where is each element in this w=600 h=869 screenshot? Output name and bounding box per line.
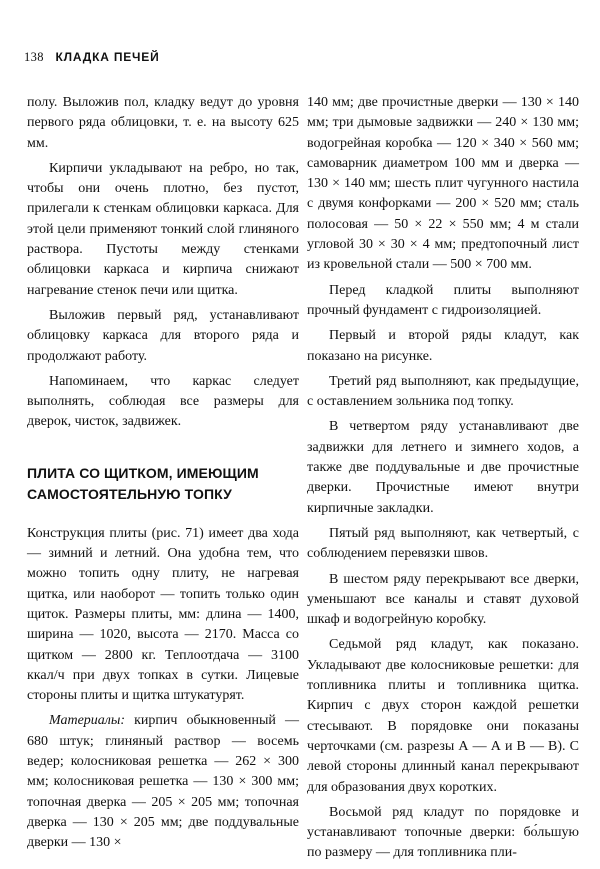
paragraph-row-5: Пятый ряд выполняют, как четвертый, с соблюдением перевязки швов. [307, 525, 579, 562]
paragraph-materials-continued: 140 мм; две прочистные дверки — 130 × 140 мм; три дымовые задвижки — 240 × 130 мм; водогрейная коробка — 120 × 340 × 560 мм; самоварник диаметром 100 мм и дверка — 130 × 140 мм; шесть плит чугунного настила с двумя конфорками — 200 × 520 мм; сталь полосовая — 50 × 22 × 550 мм; 4 м стали угловой 30 × 30 × 4 мм; предтопочный лист из кровельной стали — 500 × 700 мм. [307, 95, 579, 273]
paragraph-construction: Конструкция плиты (рис. 71) имеет два хода — зимний и летний. Она удобна тем, что можно топить одну плиту, не нагревая щитка, или наоборот — топить только один щиток. Размеры плиты, мм: длина — 1400, ширина — 1020, высота — 2170. Масса со щитком — 2800 кг. Теплоотдача — 3100 ккал/ч при двух топках в сутки. Лицевые стороны плиты и щитка штукатурят. [27, 525, 299, 704]
right-column [307, 93, 579, 869]
paragraph-row-4: В четвертом ряду устанавливают две задвижки для летнего и зимнего ходов, а также две поддувальные и две прочистные дверки. Прочистные имеют внутри кирпичные закладки. [307, 419, 579, 516]
left-column [27, 93, 299, 859]
running-title: КЛАДКА ПЕЧЕЙ [55, 50, 160, 64]
paragraph-reminder: Напоминаем, что каркас следует выполнять, соблюдая все размеры для дверок, чисток, задвижек. [27, 373, 299, 430]
materials-text: кирпич обыкновенный — 680 штук; глиняный раствор — восемь ведер; колосниковая решетка — 262 × 300 мм; колосниковая решетка — 130 × 300 мм; топочная дверка — 205 × 205 мм; топочная дверка — 130 × 205 мм; две поддувальные дверки — 130 × [27, 713, 299, 851]
paragraph-row-6: В шестом ряду перекрывают все дверки, уменьшают все каналы и ставят духовой шкаф и водогрейную коробку. [307, 571, 579, 628]
paragraph-first-row: Выложив первый ряд, устанавливают облицовку каркаса для второго ряда и продолжают работу. [27, 307, 299, 364]
paragraph-floor-continuation: полу. Выложив пол, кладку ведут до уровня первого ряда облицовки, т. е. на высоту 625 мм. [27, 95, 299, 151]
paragraph-row-8: Восьмой ряд кладут по порядовке и устанавливают топочные дверки: бо́льшую по размеру — для топливника пли- [307, 804, 579, 861]
paragraph-bricks-on-edge: Кирпичи укладывают на ребро, но так, чтобы они очень плотно, без пустот, прилегали к стенкам облицовки каркаса. Для этой цели применяют тонкий слой глиняного раствора. Пустоты между стенками облицовки каркаса и кирпича снижают нагревание стенок печи или щитка. [27, 160, 299, 298]
running-header [24, 50, 160, 65]
materials-label: Материалы: [49, 713, 126, 729]
paragraph-rows-1-2: Первый и второй ряды кладут, как показано на рисунке. [307, 328, 579, 364]
section-heading [27, 463, 299, 505]
section-heading-line-2: САМОСТОЯТЕЛЬНУЮ ТОПКУ [27, 485, 232, 502]
section-heading-line-1: ПЛИТА СО ЩИТКОМ, ИМЕЮЩИМ [27, 464, 259, 481]
paragraph-foundation: Перед кладкой плиты выполняют прочный фундамент с гидроизоляцией. [307, 282, 579, 318]
page-number: 138 [24, 50, 44, 64]
paragraph-materials [27, 711, 299, 853]
paragraph-row-3: Третий ряд выполняют, как предыдущие, с оставлением зольника под топку. [307, 373, 579, 410]
paragraph-row-7: Седьмой ряд кладут, как показано. Укладывают две колосниковые решетки: для топливника плиты и топливника щитка. Кирпич с двух сторон каждой решетки стесывают. В порядовке они показаны черточками (см. разрезы А — А и В — В). С левой стороны длинный канал перекрывают для образования двух коротких. [307, 637, 579, 795]
